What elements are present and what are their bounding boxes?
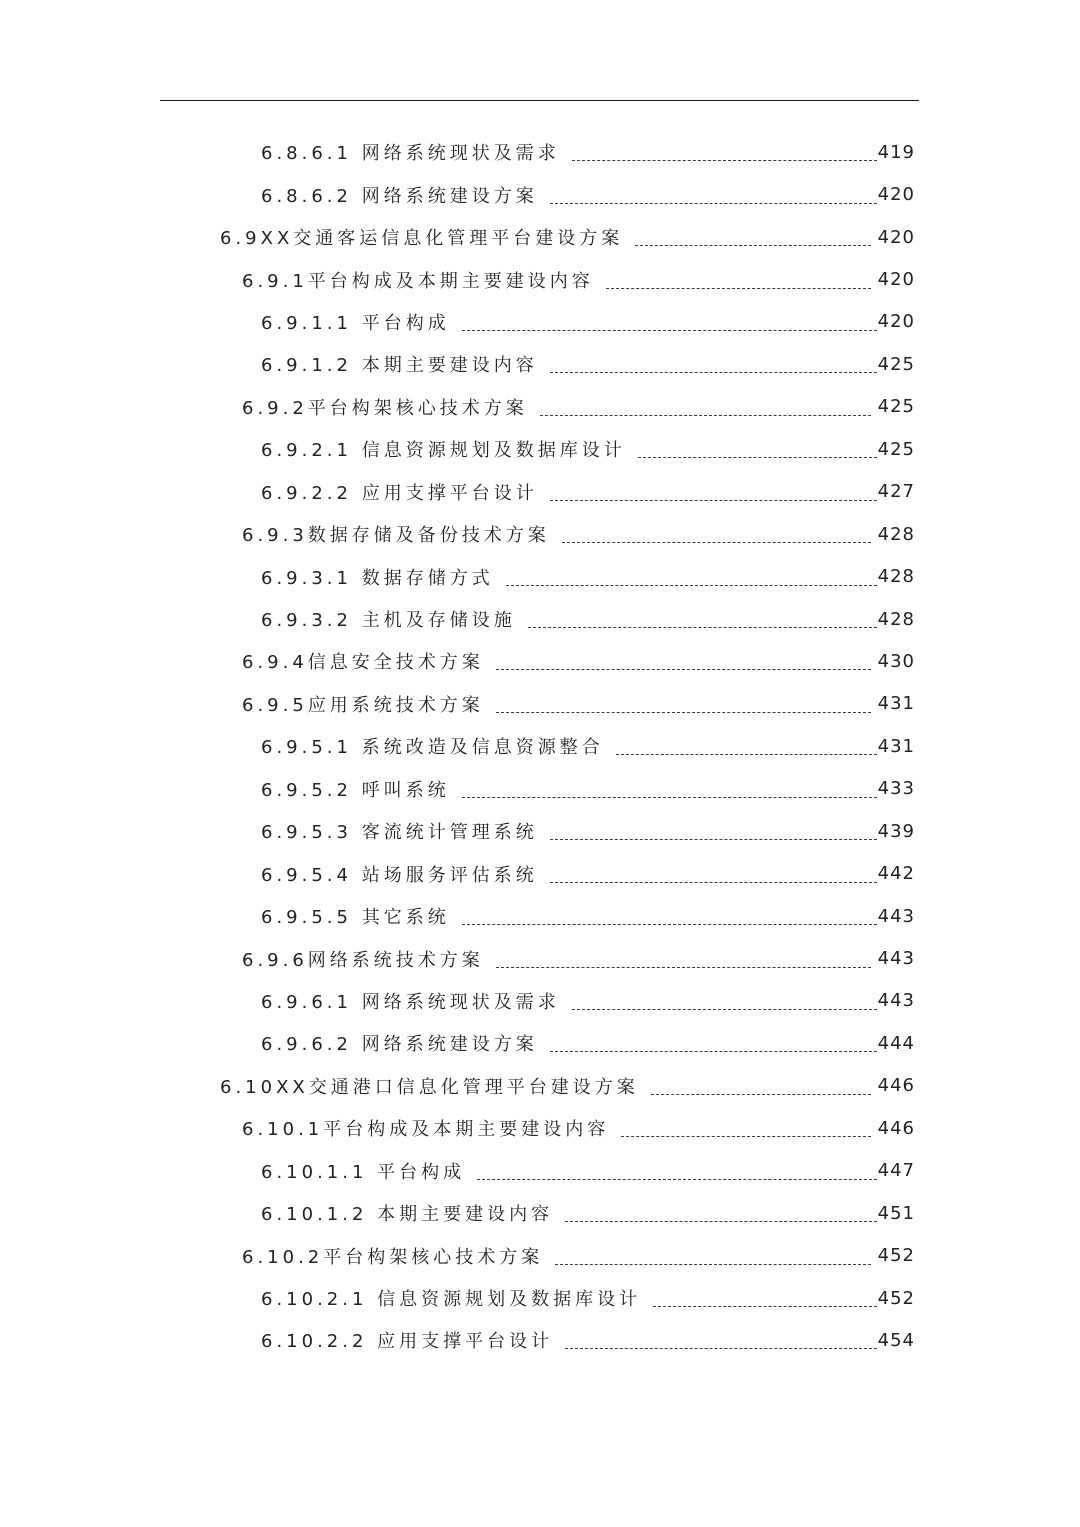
toc-leader-line [635,244,871,246]
toc-leader-line [550,1050,877,1052]
toc-page-number: 420 [877,311,915,333]
toc-leader-line [496,711,871,713]
toc-entry-title: 6.9.5.4 站场服务评估系统 [261,864,538,886]
toc-page-number: 428 [877,523,915,545]
toc-page-number: 428 [877,566,915,588]
toc-page-number: 433 [877,778,915,800]
toc-page-number: 425 [877,438,915,460]
toc-page-number: 442 [877,863,915,885]
toc-entry-title: 6.10.1.2 本期主要建设内容 [261,1204,554,1226]
toc-leader-line [550,371,877,373]
toc-entry[interactable] [0,428,1080,470]
toc-leader-line [496,668,871,670]
toc-entry-title: 6.9.2.1 信息资源规划及数据库设计 [261,440,626,462]
toc-leader-line [565,1347,877,1349]
toc-entry[interactable] [0,768,1080,810]
toc-entry-title: 6.9.1.2 本期主要建设内容 [261,355,538,377]
toc-leader-line [572,159,877,161]
toc-entry-title: 6.10.2.2 应用支撑平台设计 [261,1331,554,1353]
toc-entry[interactable] [0,301,1080,343]
toc-page-number: 443 [877,948,915,970]
toc-leader-line [550,881,877,883]
toc-entry[interactable] [0,343,1080,385]
toc-leader-line [565,1220,877,1222]
toc-page-number: 420 [877,184,915,206]
toc-leader-line [540,414,871,416]
toc-page-number: 454 [877,1329,915,1351]
toc-entry-title: 6.9.5.2 呼叫系统 [261,779,450,801]
toc-page-number: 428 [877,608,915,630]
toc-entry-title: 6.10.2平台构架核心技术方案 [242,1246,544,1268]
toc-leader-line [506,584,877,586]
table-of-contents [0,131,1080,1362]
toc-entry[interactable] [0,131,1080,173]
toc-entry-title: 6.9.5.1 系统改造及信息资源整合 [261,737,604,759]
toc-leader-line [462,329,877,331]
toc-leader-line [550,499,877,501]
toc-page-number: 439 [877,820,915,842]
toc-leader-line [562,541,871,543]
toc-entry[interactable] [0,640,1080,682]
toc-entry[interactable] [0,852,1080,894]
toc-entry[interactable] [0,598,1080,640]
toc-entry[interactable] [0,471,1080,513]
toc-leader-line [616,753,877,755]
toc-page-number: 452 [877,1287,915,1309]
toc-entry-title: 6.9.4信息安全技术方案 [242,652,484,674]
toc-entry[interactable] [0,1065,1080,1107]
toc-entry[interactable] [0,216,1080,258]
toc-entry-title: 6.9.1.1 平台构成 [261,312,450,334]
toc-leader-line [555,1263,871,1265]
toc-entry-title: 6.9.1平台构成及本期主要建设内容 [242,270,594,292]
toc-entry[interactable] [0,980,1080,1022]
toc-entry[interactable] [0,1107,1080,1149]
toc-entry[interactable] [0,1277,1080,1319]
toc-page-number: 443 [877,905,915,927]
toc-page-number: 451 [877,1202,915,1224]
toc-entry[interactable] [0,1192,1080,1234]
toc-page-number: 446 [877,1117,915,1139]
toc-entry-title: 6.9.3.1 数据存储方式 [261,567,494,589]
toc-entry[interactable] [0,1319,1080,1361]
toc-leader-line [462,796,877,798]
toc-leader-line [606,287,871,289]
toc-entry-title: 6.9.3数据存储及备份技术方案 [242,525,550,547]
toc-entry[interactable] [0,937,1080,979]
toc-leader-line [638,456,877,458]
toc-leader-line [572,1008,877,1010]
toc-page-number: 443 [877,990,915,1012]
header-rule [160,100,919,101]
toc-leader-line [550,202,877,204]
toc-leader-line [462,923,877,925]
toc-entry[interactable] [0,683,1080,725]
toc-entry[interactable] [0,895,1080,937]
toc-entry[interactable] [0,386,1080,428]
toc-page-number: 427 [877,481,915,503]
toc-leader-line [477,1178,877,1180]
toc-entry-title: 6.9.6.1 网络系统现状及需求 [261,991,560,1013]
toc-page-number: 419 [877,141,915,163]
toc-page-number: 420 [877,226,915,248]
toc-entry[interactable] [0,513,1080,555]
toc-page-number: 444 [877,1032,915,1054]
toc-leader-line [621,1135,871,1137]
toc-entry[interactable] [0,173,1080,215]
toc-entry-title: 6.9.6网络系统技术方案 [242,949,484,971]
toc-page-number: 431 [877,735,915,757]
toc-entry[interactable] [0,810,1080,852]
toc-entry-title: 6.8.6.2 网络系统建设方案 [261,185,538,207]
toc-entry-title: 6.9.2平台构架核心技术方案 [242,397,528,419]
toc-page-number: 425 [877,353,915,375]
toc-leader-line [528,626,877,628]
toc-page-number: 447 [877,1160,915,1182]
toc-entry-title: 6.9.3.2 主机及存储设施 [261,610,516,632]
toc-page-number: 446 [877,1075,915,1097]
toc-page-number: 425 [877,396,915,418]
toc-entry[interactable] [0,1234,1080,1276]
toc-entry-title: 6.9XX交通客运信息化管理平台建设方案 [220,228,624,250]
toc-entry-title: 6.9.5.5 其它系统 [261,907,450,929]
toc-leader-line [653,1305,877,1307]
toc-entry-title: 6.9.6.2 网络系统建设方案 [261,1034,538,1056]
toc-page-number: 452 [877,1245,915,1267]
toc-leader-line [496,966,871,968]
toc-entry-title: 6.9.2.2 应用支撑平台设计 [261,482,538,504]
toc-entry-title: 6.10.1平台构成及本期主要建设内容 [242,1119,610,1141]
toc-page-number: 430 [877,650,915,672]
toc-entry-title: 6.8.6.1 网络系统现状及需求 [261,143,560,165]
toc-entry-title: 6.10.1.1 平台构成 [261,1161,466,1183]
toc-page-number: 431 [877,693,915,715]
toc-entry-title: 6.9.5.3 客流统计管理系统 [261,822,538,844]
toc-entry[interactable] [0,1022,1080,1064]
toc-entry[interactable] [0,1150,1080,1192]
toc-leader-line [550,838,877,840]
toc-entry[interactable] [0,725,1080,767]
toc-leader-line [651,1093,871,1095]
toc-entry-title: 6.10.2.1 信息资源规划及数据库设计 [261,1289,642,1311]
toc-entry-title: 6.10XX交通港口信息化管理平台建设方案 [220,1076,639,1098]
toc-page-number: 420 [877,269,915,291]
toc-entry-title: 6.9.5应用系统技术方案 [242,694,484,716]
toc-entry[interactable] [0,258,1080,300]
toc-entry[interactable] [0,555,1080,597]
